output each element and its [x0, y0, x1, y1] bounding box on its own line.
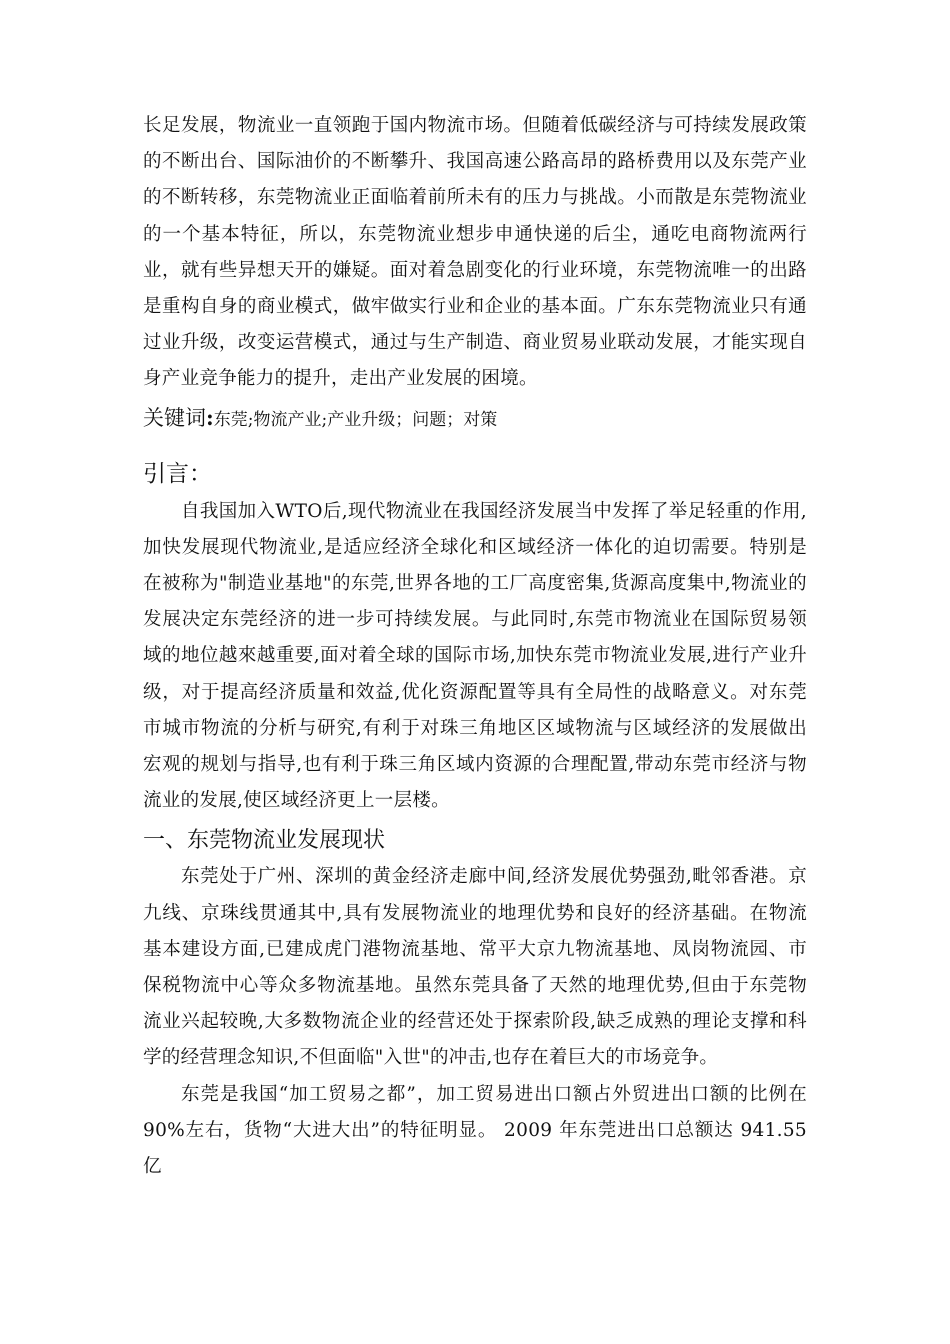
keywords-terms: 东莞;物流产业;产业升级；问题；对策 [213, 409, 498, 430]
intro-paragraph: 自我国加入WTO后,现代物流业在我国经济发展当中发挥了举足轻重的作用,加快发展现代物流业,是适应经济全球化和区域经济一体化的迫切需要。特别是在被称为"制造业基地"的东莞,世界各地的工厂高度密集,货源高度集中,物流业的发展决定东莞经济的进一步可持续发展。与此同时,东莞市物流业在国际贸易领域的地位越來越重要,面对着全球的国际市场,加快东莞市物流业发展,进行产业升级，对于提高经济质量和效益,优化资源配置等具有全局性的战略意义。对东莞市城市物流的分析与研究,有利于对珠三角地区区域物流与区域经济的发展做出宏观的规划与指导,也有利于珠三角区域内资源的合理配置,带动东莞市经济与物流业的发展,使区域经济更上一层楼。 [143, 500, 807, 812]
intro-heading: 引言： [143, 460, 212, 487]
section-1-heading: 一、东莞物流业发展现状 [143, 828, 386, 854]
section-1-paragraph-2: 东莞是我国“加工贸易之都”，加工贸易进出口额占外贸进出口额的比例在90%左右，货物“大进大出”的特征明显。 2009 年东莞进出口总额达 941.55 亿 [143, 1083, 807, 1178]
keywords-label: 关键词 [143, 405, 206, 430]
page-content [143, 108, 807, 1185]
section-1-paragraph-1: 东莞处于广州、深圳的黄金经济走廊中间,经济发展优势强劲,毗邻香港。京九线、京珠线贯通其中,具有发展物流业的地理优势和良好的经济基础。在物流基本建设方面,已建成虎门港物流基地、常平大京九物流基地、凤岗物流园、市保税物流中心等众多物流基地。虽然东莞具备了天然的地理优势,但由于东莞物流业兴起较晚,大多数物流企业的经营还处于探索阶段,缺乏成熟的理论支撑和科学的经营理念知识,不但面临"入世"的冲击,也存在着巨大的市场竞争。 [143, 866, 807, 1069]
keywords-line [143, 400, 807, 438]
abstract-paragraph: 长足发展，物流业一直领跑于国内物流市场。但随着低碳经济与可持续发展政策的不断出台、国际油价的不断攀升、我国高速公路高昂的路桥费用以及东莞产业的不断转移，东莞物流业正面临着前所未有的压力与挑战。小而散是东莞物流业的一个基本特征，所以，东莞物流业想步申通快递的后尘，通吃电商物流两行业，就有些异想天开的嫌疑。面对着急剧变化的行业环境，东莞物流唯一的出路是重构自身的商业模式，做牢做实行业和企业的基本面。广东东莞物流业只有通过业升级，改变运营模式，通过与生产制造、商业贸易业联动发展，才能实现自身产业竞争能力的提升，走出产业发展的困境。 [143, 115, 807, 390]
keywords-colon: : [206, 404, 214, 430]
